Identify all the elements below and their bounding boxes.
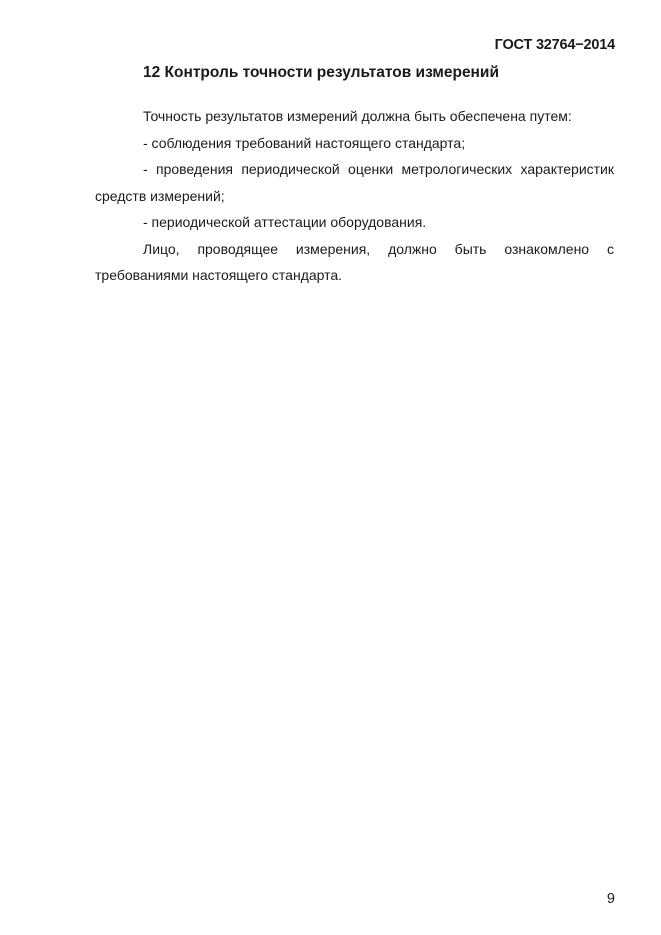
page-number: 9 <box>606 891 615 907</box>
standard-designation: ГОСТ 32764−2014 <box>494 37 615 53</box>
section-body <box>95 103 614 289</box>
paragraph-accuracy-intro: Точность результатов измерений должна быть обеспечена путем: <box>143 108 572 124</box>
paragraph-operator-familiarization: Лицо, проводящее измерения, должно быть ознакомлено с требованиями настоящего стандарта. <box>95 240 614 283</box>
list-item-equipment-certification: - периодической аттестации оборудования. <box>143 214 427 230</box>
section-heading: 12 Контроль точности результатов измерений <box>143 64 499 81</box>
list-item-metrological-assessment: - проведения периодической оценки метрологических характеристик средств измерений; <box>95 161 614 204</box>
list-item-requirements: - соблюдения требований настоящего стандарта; <box>143 134 466 151</box>
